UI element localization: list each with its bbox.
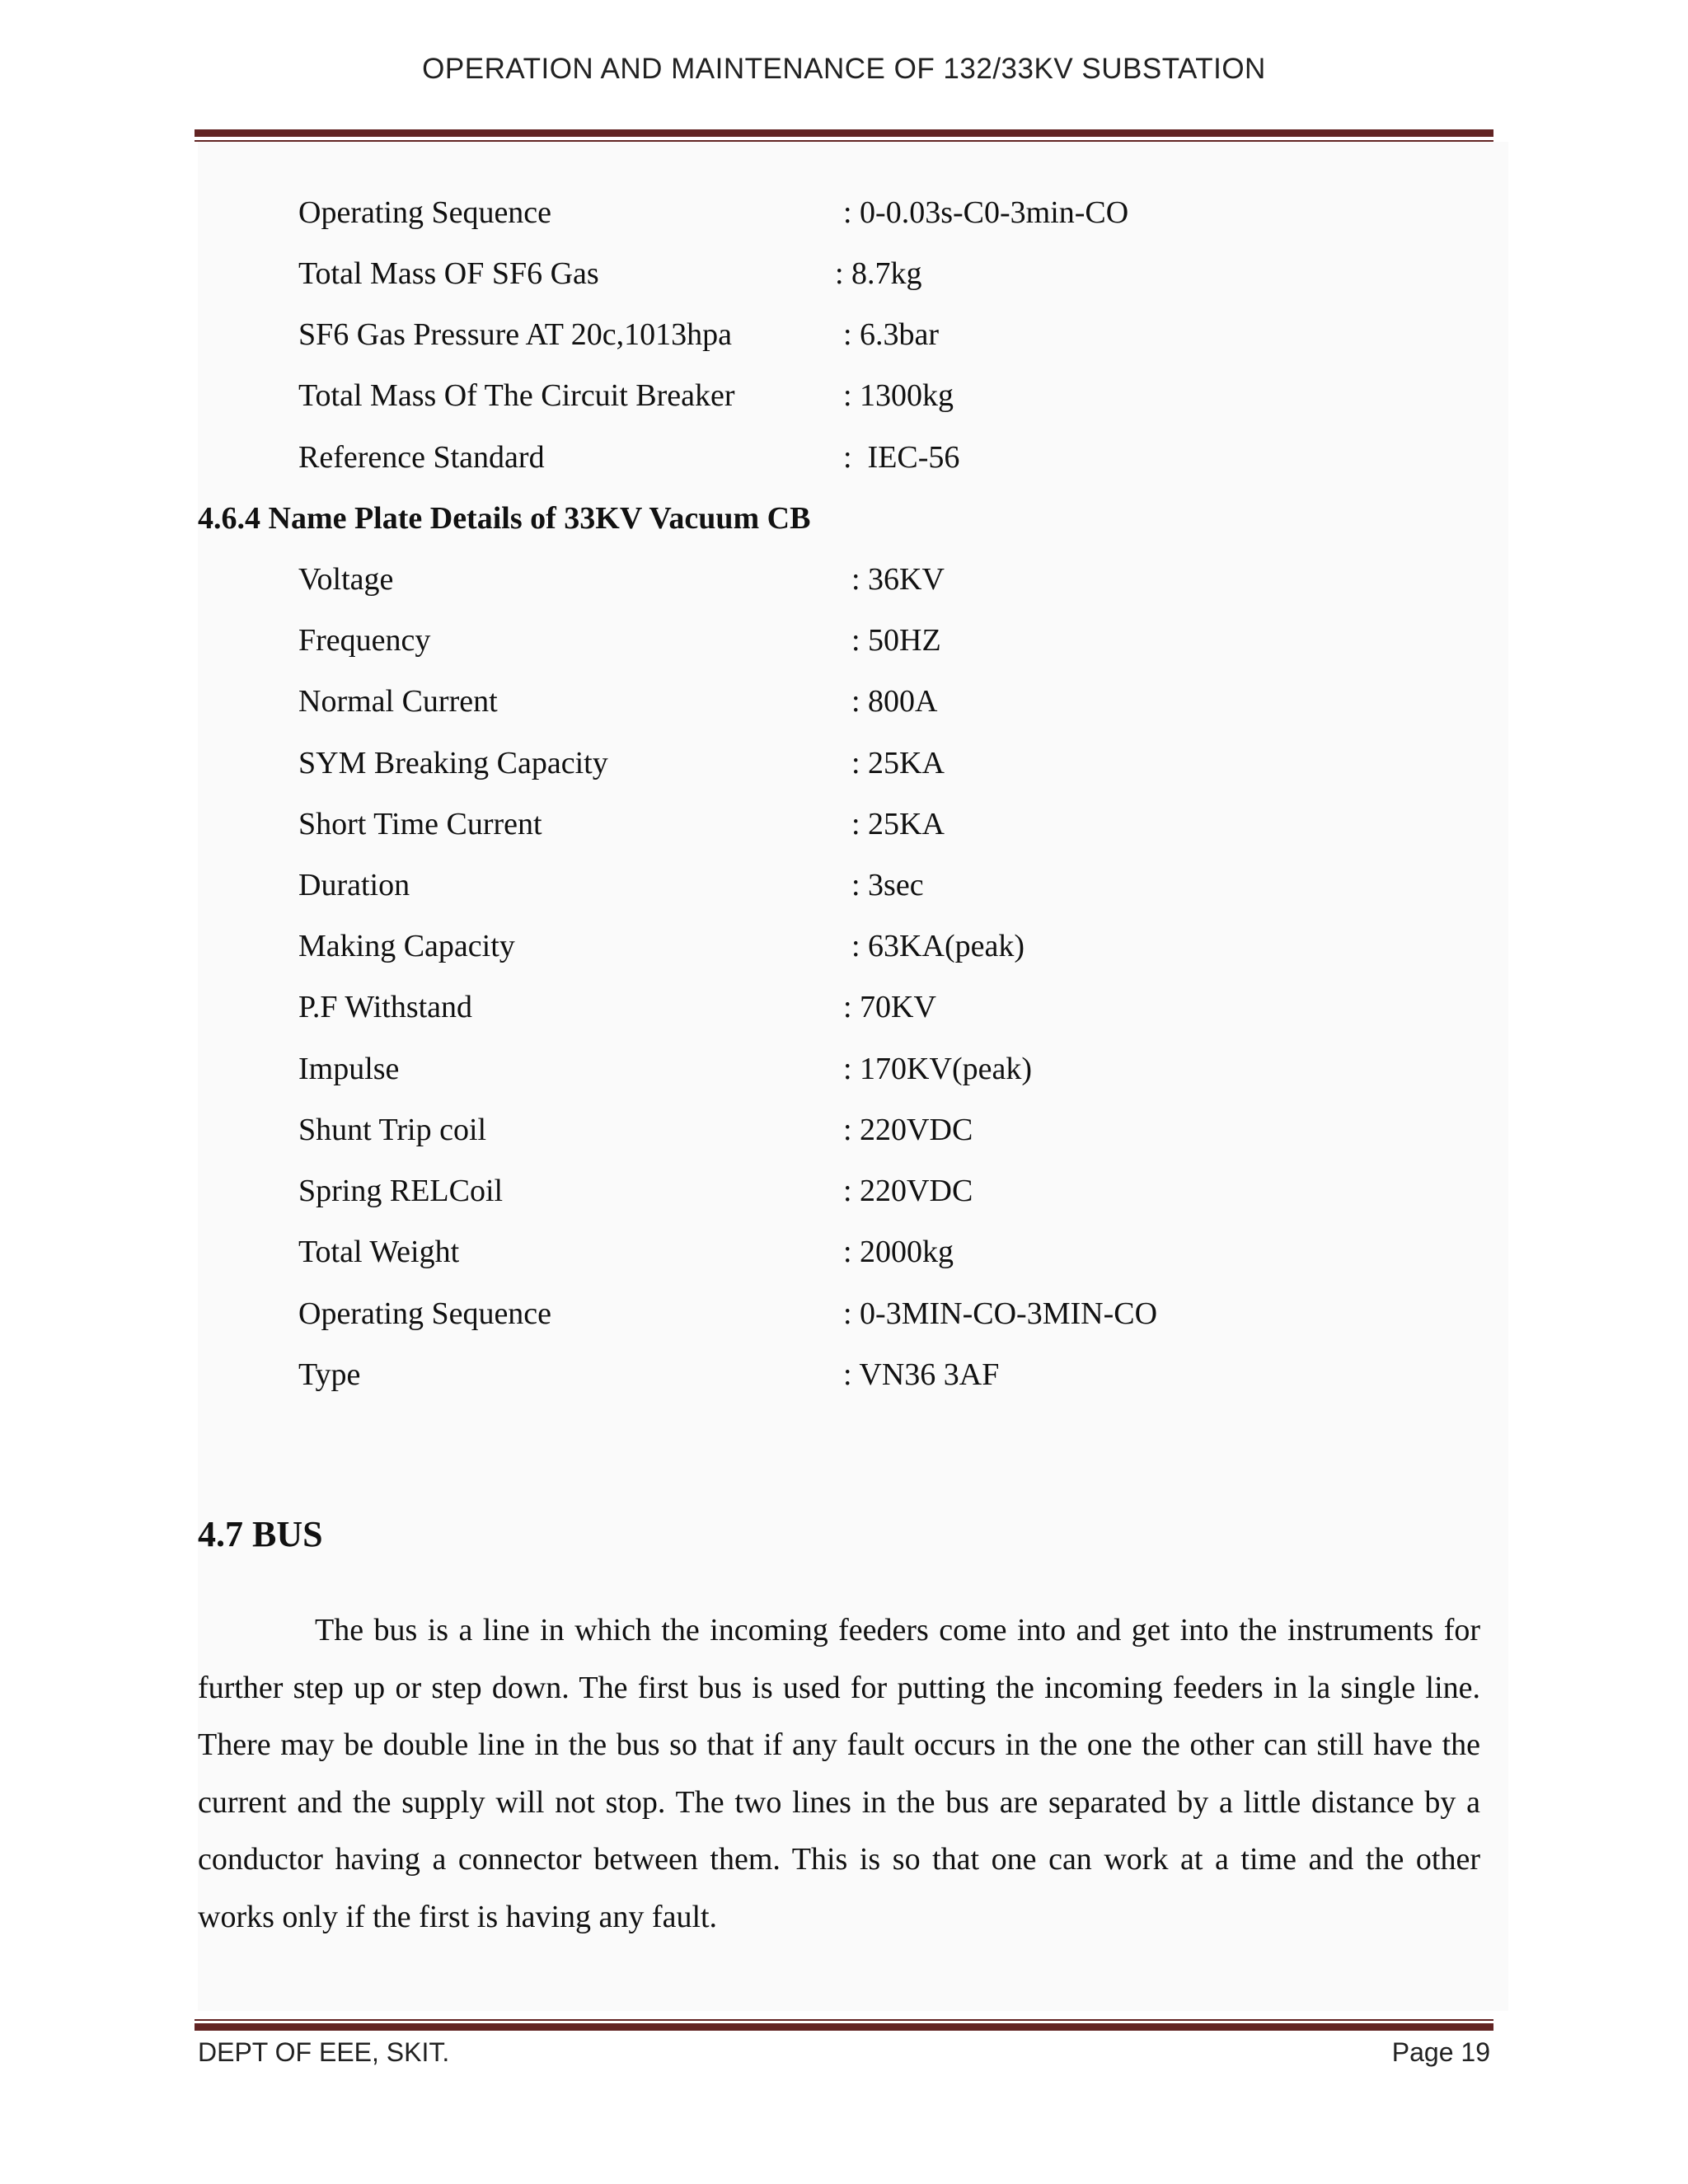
footer-department: DEPT OF EEE, SKIT.: [198, 2037, 450, 2067]
spec-value: : 1300kg: [843, 378, 954, 413]
spec-value: : 70KV: [843, 990, 936, 1024]
spec-row: [0, 921, 1688, 971]
spec-row: [0, 982, 1688, 1032]
spec-label: Operating Sequence: [298, 1296, 552, 1331]
spec-label: Short Time Current: [298, 807, 542, 841]
section-heading-4-6-4: 4.6.4 Name Plate Details of 33KV Vacuum CB: [198, 501, 811, 536]
spec-label: Type: [298, 1357, 361, 1392]
spec-value: : 170KV(peak): [843, 1052, 1032, 1086]
spec-value: : 220VDC: [843, 1174, 973, 1208]
spec-label: Total Weight: [298, 1235, 460, 1269]
spec-row: [0, 1289, 1688, 1338]
spec-label: Operating Sequence: [298, 195, 552, 230]
spec-label: SYM Breaking Capacity: [298, 746, 608, 780]
spec-label: Spring RELCoil: [298, 1174, 504, 1208]
spec-value: : 8.7kg: [835, 256, 922, 291]
spec-row: [0, 433, 1688, 482]
spec-label: Frequency: [298, 623, 431, 658]
spec-row: [0, 1044, 1688, 1094]
spec-label: Reference Standard: [298, 440, 545, 475]
footer-rule-thin: [195, 2019, 1493, 2021]
spec-value: : 2000kg: [843, 1235, 954, 1269]
spec-value: : 220VDC: [843, 1113, 973, 1147]
spec-row: [0, 1350, 1688, 1399]
spec-row: [0, 1105, 1688, 1155]
spec-row: [0, 677, 1688, 726]
spec-label: Total Mass OF SF6 Gas: [298, 256, 599, 291]
spec-value: : 800A: [851, 684, 938, 719]
spec-row: [0, 616, 1688, 665]
spec-label: Shunt Trip coil: [298, 1113, 487, 1147]
footer-page-number: Page 19: [1391, 2037, 1490, 2067]
spec-row: [0, 860, 1688, 910]
spec-value: : 0-0.03s-C0-3min-CO: [843, 195, 1129, 230]
spec-value: : 25KA: [851, 807, 945, 841]
spec-value: : IEC-56: [843, 440, 960, 475]
spec-row: [0, 555, 1688, 604]
spec-row: [0, 249, 1688, 298]
spec-value: : 36KV: [851, 562, 945, 597]
spec-value: : 0-3MIN-CO-3MIN-CO: [843, 1296, 1158, 1331]
spec-row: [0, 371, 1688, 420]
spec-value: : 6.3bar: [843, 317, 940, 352]
spec-label: Duration: [298, 868, 410, 902]
spec-row: [0, 188, 1688, 237]
spec-value: : 63KA(peak): [851, 929, 1025, 963]
spec-label: Voltage: [298, 562, 394, 597]
spec-label: SF6 Gas Pressure AT 20c,1013hpa: [298, 317, 733, 352]
spec-value: : 3sec: [851, 868, 924, 902]
header-rule: [195, 129, 1493, 137]
spec-label: P.F Withstand: [298, 990, 473, 1024]
spec-value: : 25KA: [851, 746, 945, 780]
bus-paragraph: The bus is a line in which the incoming feeders come into and get into the instruments for further step up or step down. The first bus is used for putting the incoming feeders in la single line. There may be double line in the bus so that if any fault occurs in the one the other can still have the current and the supply will not stop. The two lines in the bus are separated by a little distance by a conductor having a connector between them. This is so that one can work at a time and the other works only if the first is having any fault.: [198, 1613, 1480, 1934]
header-rule-thin: [195, 140, 1493, 142]
spec-label: Total Mass Of The Circuit Breaker: [298, 378, 735, 413]
spec-label: Normal Current: [298, 684, 498, 719]
spec-row: [0, 799, 1688, 849]
spec-row: [0, 1227, 1688, 1277]
footer-rule: [195, 2023, 1493, 2031]
spec-row: [0, 310, 1688, 359]
spec-row: [0, 738, 1688, 788]
spec-value: : VN36 3AF: [843, 1357, 1000, 1392]
spec-row: [0, 1166, 1688, 1216]
spec-label: Making Capacity: [298, 929, 515, 963]
spec-value: : 50HZ: [851, 623, 941, 658]
spec-label: Impulse: [298, 1052, 400, 1086]
section-heading-4-7: 4.7 BUS: [198, 1514, 323, 1554]
running-header-title: OPERATION AND MAINTENANCE OF 132/33KV SUBSTATION: [422, 53, 1266, 85]
